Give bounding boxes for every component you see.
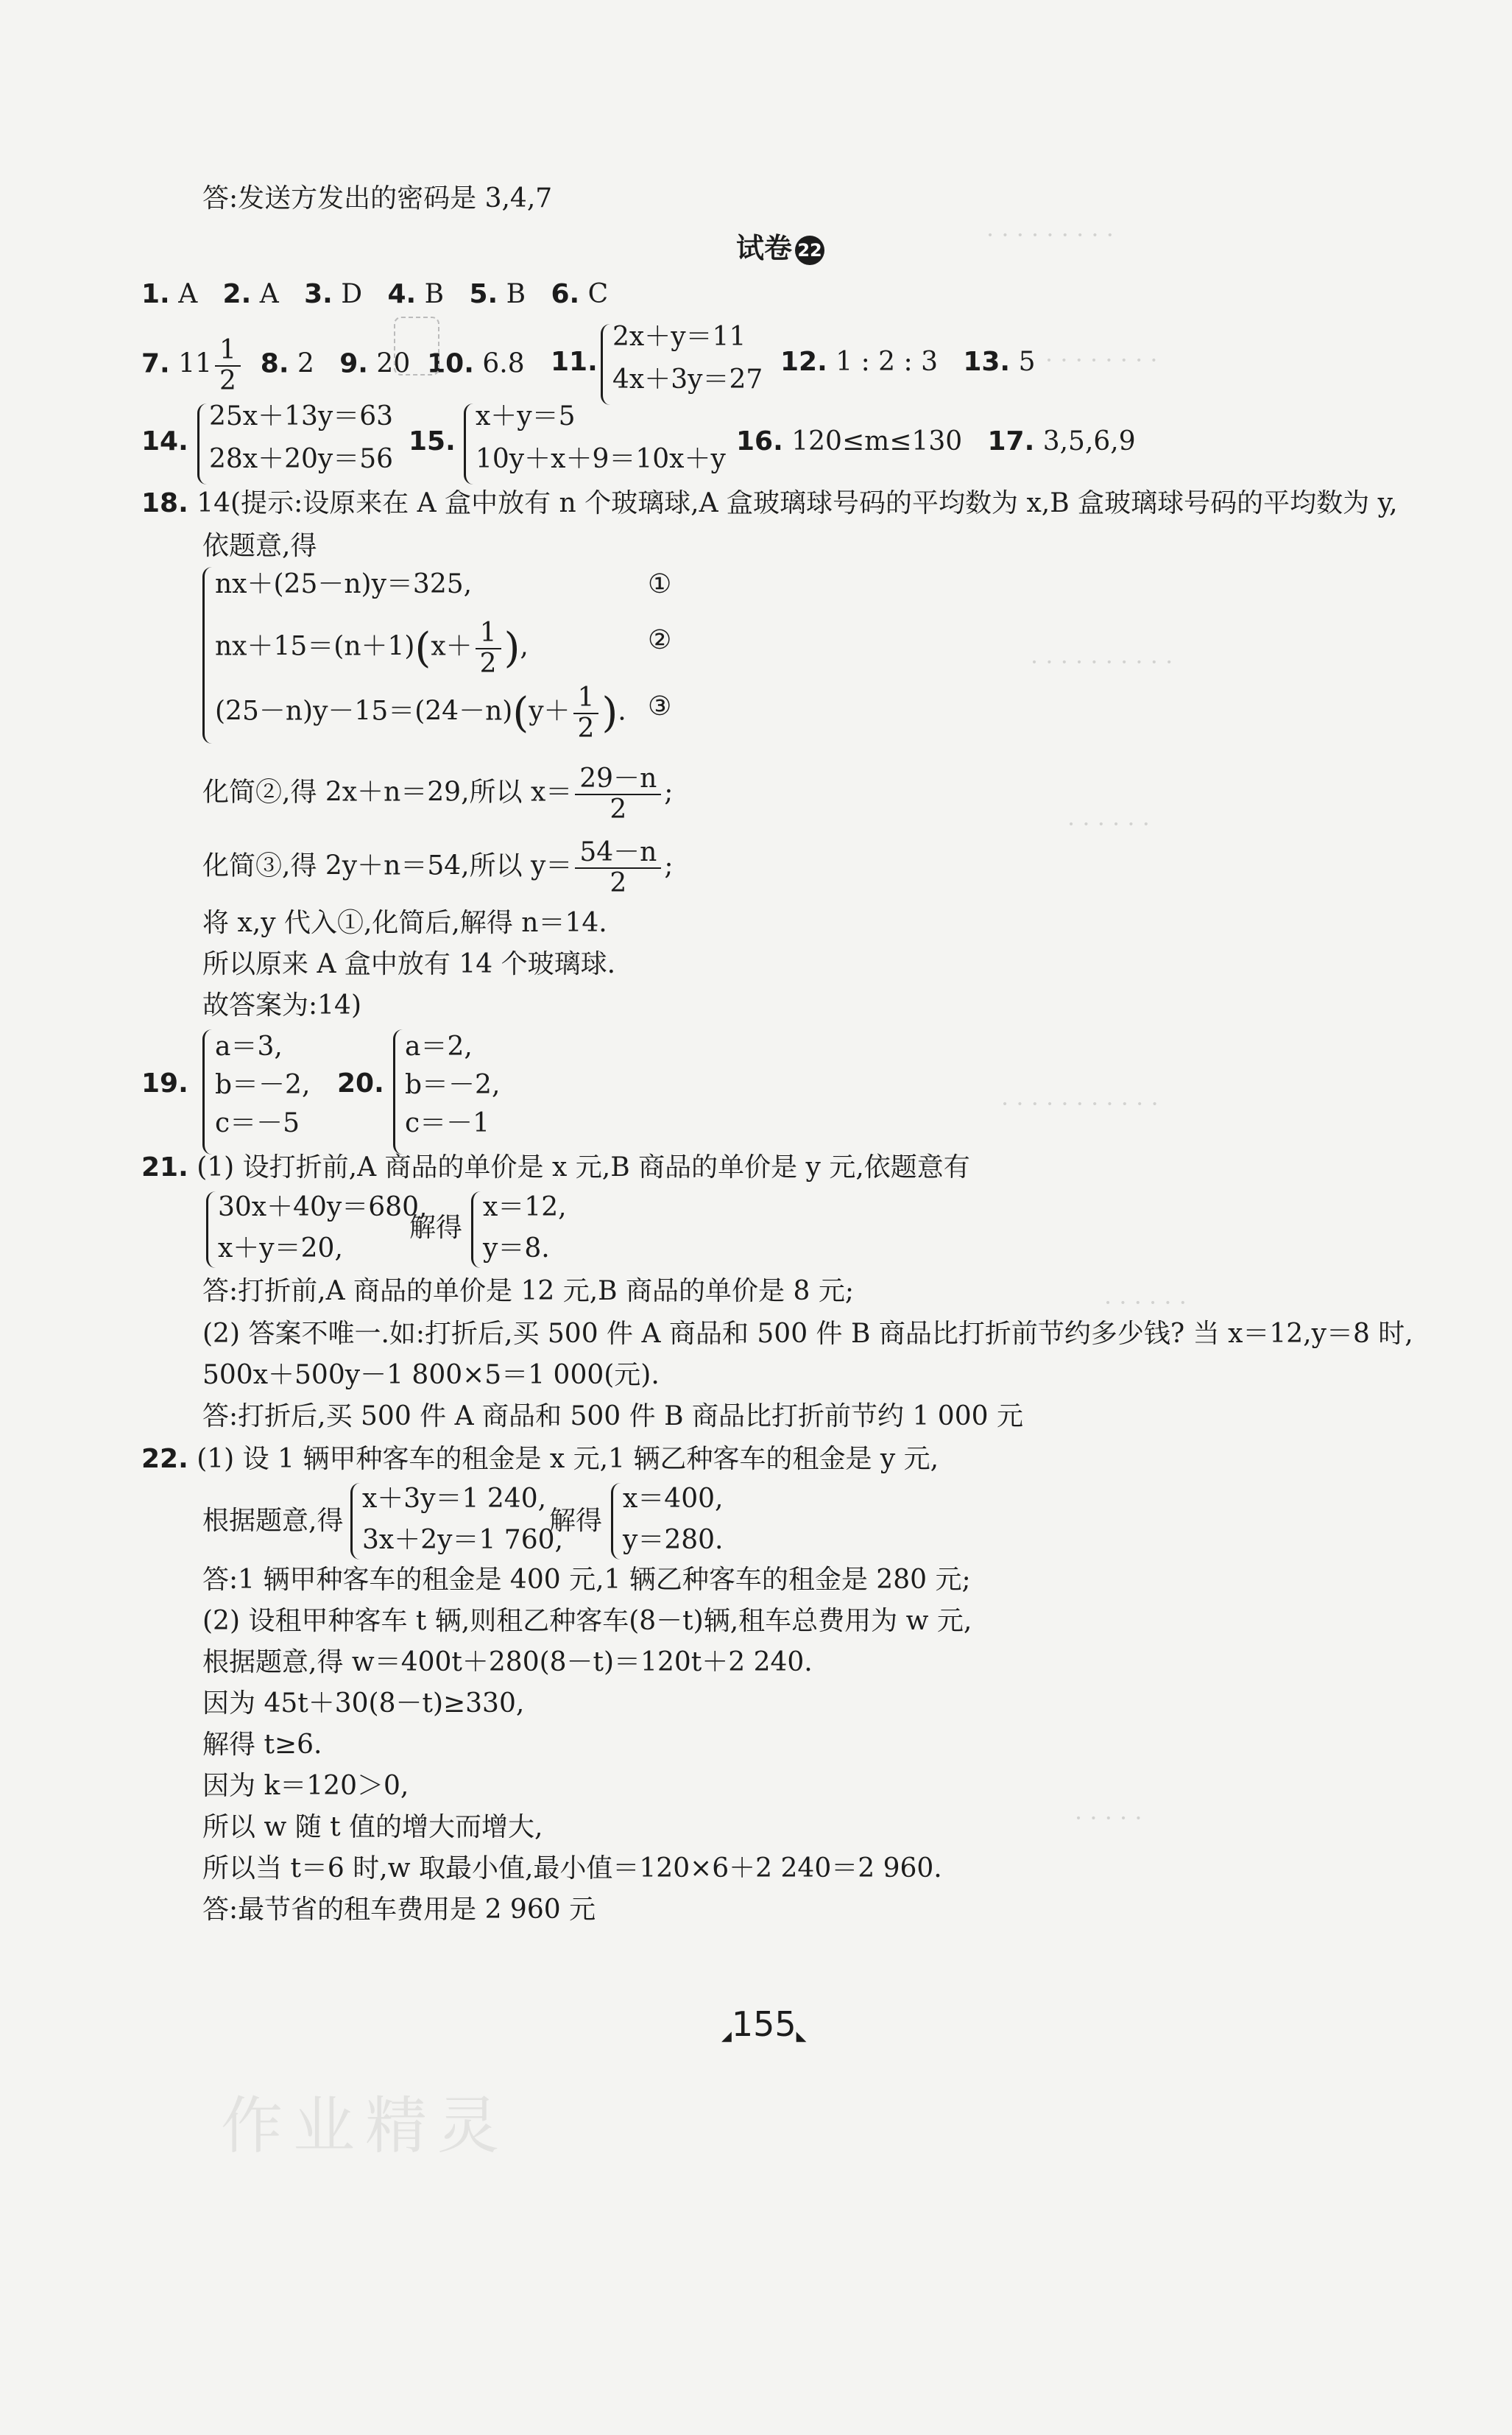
q14-eq2: 28x＋20y＝56 xyxy=(209,444,394,474)
q22-solve-label: 解得 xyxy=(549,1506,603,1536)
q11-eq1: 2x＋y＝11 xyxy=(612,322,746,352)
answers-12-13: 12. 1 : 2 : 3 13. 5 xyxy=(780,347,1036,377)
q21-solve-label: 解得 xyxy=(409,1213,463,1243)
q15-eq2: 10y＋x＋9＝10x＋y xyxy=(476,444,726,474)
q21-part2: (2) 答案不唯一.如:打折后,买 500 件 A 商品和 500 件 B 商品比打折前节约多少钱? 当 x＝12,y＝8 时, xyxy=(202,1319,1413,1349)
equation-brace xyxy=(206,1191,216,1268)
q18-eq3: (25－n)y－15＝(24－n)(y＋ $\frac{1}{2}$ ). xyxy=(215,683,626,744)
q21-answer2: 答:打折后,买 500 件 A 商品和 500 件 B 商品比打折前节约 1 000 元 xyxy=(202,1401,1023,1431)
header-answer: 答:发送方发出的密码是 3,4,7 xyxy=(202,183,553,214)
page-number: ◢155◣ xyxy=(721,2004,807,2044)
q18-marker-3: ③ xyxy=(648,691,672,722)
answers-1-6: 1. A 2. A 3. D 4. B 5. B 6. C xyxy=(141,279,609,309)
equation-brace xyxy=(471,1191,481,1268)
fraction: $\frac{29-n}{2}$ xyxy=(575,764,661,824)
q22-part1: 22. (1) 设 1 辆甲种客车的租金是 x 元,1 辆乙种客车的租金是 y 元, xyxy=(141,1444,939,1474)
q18-step5: 故答案为:14) xyxy=(202,990,361,1021)
bleed-through-text: · · · · · · · · xyxy=(1045,346,1158,374)
q19-a: a＝3, xyxy=(215,1032,283,1062)
q22-answer2: 答:最节省的租车费用是 2 960 元 xyxy=(202,1895,596,1925)
q22-step5: 所以 w 随 t 值的增大而增大, xyxy=(202,1812,543,1842)
q22-part2: (2) 设租甲种客车 t 辆,则租乙种客车(8－t)辆,租车总费用为 w 元, xyxy=(202,1606,972,1636)
bleed-through-text: · · · · · xyxy=(1075,1804,1142,1832)
q19-number: 19. xyxy=(141,1068,188,1099)
q22-res1: x＝400, xyxy=(623,1484,724,1514)
q22-step2: 因为 45t＋30(8－t)≥330, xyxy=(202,1688,525,1719)
triangle-right-icon: ◣ xyxy=(796,2029,807,2044)
q21-res1: x＝12, xyxy=(483,1192,567,1222)
q11-number: 11. xyxy=(551,347,598,377)
section-title: 试卷 22 xyxy=(736,225,824,266)
q14-number: 14. xyxy=(141,426,188,457)
q18-eq2: nx＋15＝(n＋1)(x＋ $\frac{1}{2}$ ), xyxy=(215,618,529,679)
q20-b: b＝－2, xyxy=(405,1070,501,1100)
q14-eq1: 25x＋13y＝63 xyxy=(209,401,394,431)
q20-number: 20. xyxy=(337,1068,384,1099)
triangle-left-icon: ◢ xyxy=(721,2029,732,2044)
equation-brace xyxy=(601,324,610,405)
equation-brace xyxy=(393,1029,403,1155)
fraction: $\frac{1}{2}$ xyxy=(215,336,241,395)
q22-step3: 解得 t≥6. xyxy=(202,1730,322,1760)
q22-answer1: 答:1 辆甲种客车的租金是 400 元,1 辆乙种客车的租金是 280 元; xyxy=(202,1565,971,1595)
q18-step3: 将 x,y 代入①,化简后,解得 n＝14. xyxy=(202,908,607,938)
q22-res2: y＝280. xyxy=(623,1525,724,1555)
q18-step1: 化简②,得 2x＋n＝29,所以 x＝ $\frac{29-n}{2}$ ; xyxy=(202,764,674,825)
q21-part2-calc: 500x＋500y－1 800×5＝1 000(元). xyxy=(202,1360,660,1390)
fraction: $\frac{1}{2}$ xyxy=(573,683,599,743)
q22-step6: 所以当 t＝6 时,w 取最小值,最小值＝120×6＋2 240＝2 960. xyxy=(202,1853,942,1883)
fraction: $\frac{54-n}{2}$ xyxy=(575,838,661,898)
q21-part1: 21. (1) 设打折前,A 商品的单价是 x 元,B 商品的单价是 y 元,依题意有 xyxy=(141,1152,970,1183)
equation-brace xyxy=(202,1029,212,1155)
q21-res2: y＝8. xyxy=(483,1233,550,1264)
equation-brace xyxy=(202,567,212,744)
q18-line2: 依题意,得 xyxy=(202,531,317,561)
q18-marker-2: ② xyxy=(648,625,672,655)
q15-number: 15. xyxy=(409,426,456,457)
equation-brace xyxy=(611,1483,621,1560)
watermark-logo: 作业精灵 xyxy=(221,2090,510,2162)
equation-brace xyxy=(197,404,207,484)
bleed-through-text: · · · · · · xyxy=(1104,1289,1187,1317)
q19-b: b＝－2, xyxy=(215,1070,311,1100)
bleed-through-text: · · · · · · xyxy=(1067,810,1150,838)
q18-eq1: nx＋(25－n)y＝325, xyxy=(215,569,473,599)
bleed-through-text: · · · · · · · · · xyxy=(986,221,1114,249)
q22-setup-label: 根据题意,得 xyxy=(202,1506,344,1536)
q22-eq1: x＋3y＝1 240, xyxy=(362,1484,547,1514)
q21-eq1: 30x＋40y＝680, xyxy=(218,1192,428,1222)
q19-c: c＝－5 xyxy=(215,1108,300,1138)
fraction: $\frac{1}{2}$ xyxy=(476,619,501,678)
answers-7-10: 7. 11 $\frac{1}{2}$ 8. 2 9. 20 10. 6.8 xyxy=(141,335,525,396)
answers-16-17: 16. 120≤m≤130 17. 3,5,6,9 xyxy=(736,426,1136,457)
bleed-through-text: · · · · · · · · · · xyxy=(1031,648,1173,676)
equation-brace xyxy=(464,404,473,484)
q22-step4: 因为 k＝120＞0, xyxy=(202,1771,409,1801)
q11-eq2: 4x＋3y＝27 xyxy=(612,364,763,395)
q18-step2: 化简③,得 2y＋n＝54,所以 y＝ $\frac{54-n}{2}$ ; xyxy=(202,837,674,898)
section-number-badge: 22 xyxy=(795,236,824,265)
equation-brace xyxy=(350,1483,360,1560)
q18-marker-1: ① xyxy=(648,569,672,599)
bleed-through-text: · · · · · · · · · · · xyxy=(1001,1090,1159,1118)
q20-a: a＝2, xyxy=(405,1032,473,1062)
q18-line1: 18. 14(提示:设原来在 A 盒中放有 n 个玻璃球,A 盒玻璃球号码的平均数为 x,B 盒玻璃球号码的平均数为 y, xyxy=(141,488,1398,518)
q21-eq2: x＋y＝20, xyxy=(218,1233,343,1264)
stamp-mark xyxy=(394,317,439,376)
q22-step1: 根据题意,得 w＝400t＋280(8－t)＝120t＋2 240. xyxy=(202,1647,813,1677)
q18-step4: 所以原来 A 盒中放有 14 个玻璃球. xyxy=(202,949,616,979)
q15-eq1: x＋y＝5 xyxy=(476,401,576,431)
q22-eq2: 3x＋2y＝1 760, xyxy=(362,1525,563,1555)
q20-c: c＝－1 xyxy=(405,1108,490,1138)
q21-answer1: 答:打折前,A 商品的单价是 12 元,B 商品的单价是 8 元; xyxy=(202,1276,854,1306)
